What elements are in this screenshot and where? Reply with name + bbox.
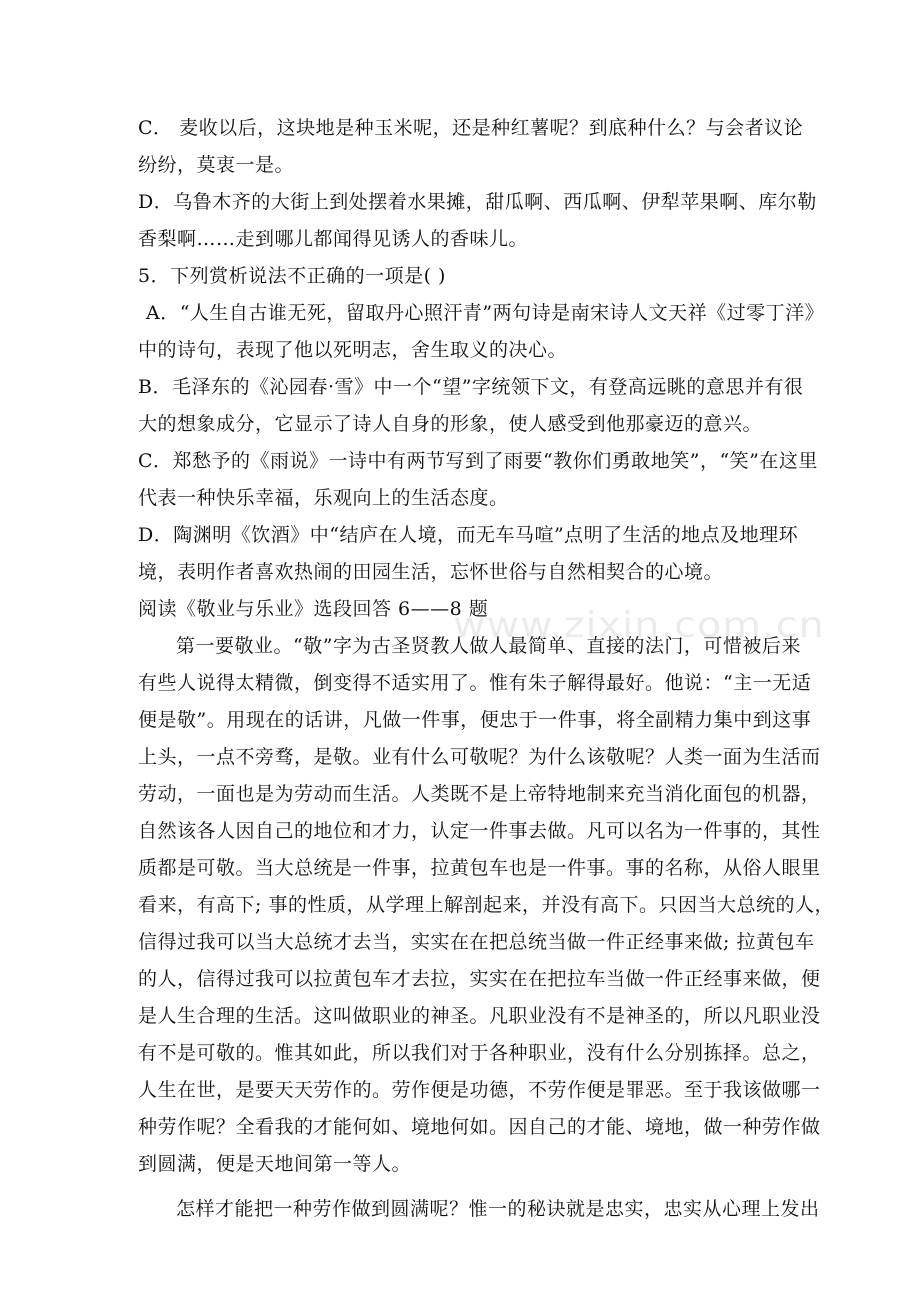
text-line: 纷纷，莫衷一是。 (138, 154, 295, 176)
text-line: 便是敬”。用现在的话讲，凡做一件事，便忠于一件事，将全副精力集中到这事 (138, 709, 812, 731)
text-line: 劳动，一面也是为劳动而生活。人类既不是上帝特地制来充当消化面包的机器， (138, 783, 821, 805)
text-line: 中的诗句，表现了他以死明志，舍生取义的决心。 (138, 339, 568, 361)
text-line: 第一要敬业。“敬”字为古圣贤教人做人最简单、直接的法门，可惜被后来 (176, 635, 801, 657)
text-line: B．毛泽东的《沁园春·雪》中一个“望”字统领下文，有登高远眺的意思并有很 (138, 376, 804, 398)
text-line: 是人生合理的生活。这叫做职业的神圣。凡职业没有不是神圣的，所以凡职业没 (138, 1005, 821, 1027)
text-line: C．郑愁予的《雨说》一诗中有两节写到了雨要“教你们勇敢地笑”，“笑”在这里 (138, 450, 818, 472)
text-line: 5．下列赏析说法不正确的一项是( ) (138, 265, 446, 287)
text-line: 大的想象成分，它显示了诗人自身的形象，使人感受到他那豪迈的意兴。 (138, 413, 763, 435)
text-line: 有些人说得太精微，倒变得不适实用了。惟有朱子解得最好。他说：“主一无适 (138, 672, 812, 694)
text-line: 上头，一点不旁骛，是敬。业有什么可敬呢？为什么该敬呢？人类一面为生活而 (138, 746, 821, 768)
text-line: 香梨啊……走到哪儿都闻得见诱人的香味儿。 (138, 228, 529, 250)
text-line: 种劳作呢？全看我的才能何如、境地何如。因自己的才能、境地，做一种劳作做 (138, 1116, 821, 1138)
text-line: A．“人生自古谁无死，留取丹心照汗青”两句诗是南宋诗人文天祥《过零丁洋》 (146, 302, 825, 324)
text-line: 阅读《敬业与乐业》选段回答 6——8 题 (138, 598, 489, 620)
text-line: D．乌鲁木齐的大街上到处摆着水果摊，甜瓜啊、西瓜啊、伊犁苹果啊、库尔勒 (138, 191, 817, 213)
text-line: 怎样才能把一种劳作做到圆满呢？惟一的秘诀就是忠实，忠实从心理上发出 (176, 1198, 820, 1220)
text-line: 人生在世，是要天天劳作的。劳作便是功德，不劳作便是罪恶。至于我该做哪一 (138, 1079, 821, 1101)
text-line: D．陶渊明《饮酒》中“结庐在人境，而无车马喧”点明了生活的地点及地理环 (138, 524, 799, 546)
document-page (138, 110, 834, 1228)
text-line: 到圆满，便是天地间第一等人。 (138, 1153, 412, 1175)
text-line: 代表一种快乐幸福，乐观向上的生活态度。 (138, 487, 509, 509)
text-line: 境，表明作者喜欢热闹的田园生活，忘怀世俗与自然相契合的心境。 (138, 561, 724, 583)
text-line: 质都是可敬。当大总统是一件事，拉黄包车也是一件事。事的名称，从俗人眼里 (138, 857, 821, 879)
text-line: 有不是可敬的。惟其如此，所以我们对于各种职业，没有什么分别拣择。总之， (138, 1042, 821, 1064)
text-line: 自然该各人因自己的地位和才力，认定一件事去做。凡可以名为一件事的，其性 (138, 820, 821, 842)
watermark: www.zixin.com.cn (453, 605, 825, 646)
text-line: C． 麦收以后，这块地是种玉米呢，还是种红薯呢？到底种什么？与会者议论 (138, 117, 804, 139)
text-line: 信得过我可以当大总统才去当，实实在在把总统当做一件正经事来做; 拉黄包车 (138, 931, 815, 953)
text-line: 看来，有高下; 事的性质，从学理上解剖起来，并没有高下。只因当大总统的人， (138, 894, 834, 916)
text-line: 的人，信得过我可以拉黄包车才去拉，实实在在把拉车当做一件正经事来做，便 (138, 968, 821, 990)
